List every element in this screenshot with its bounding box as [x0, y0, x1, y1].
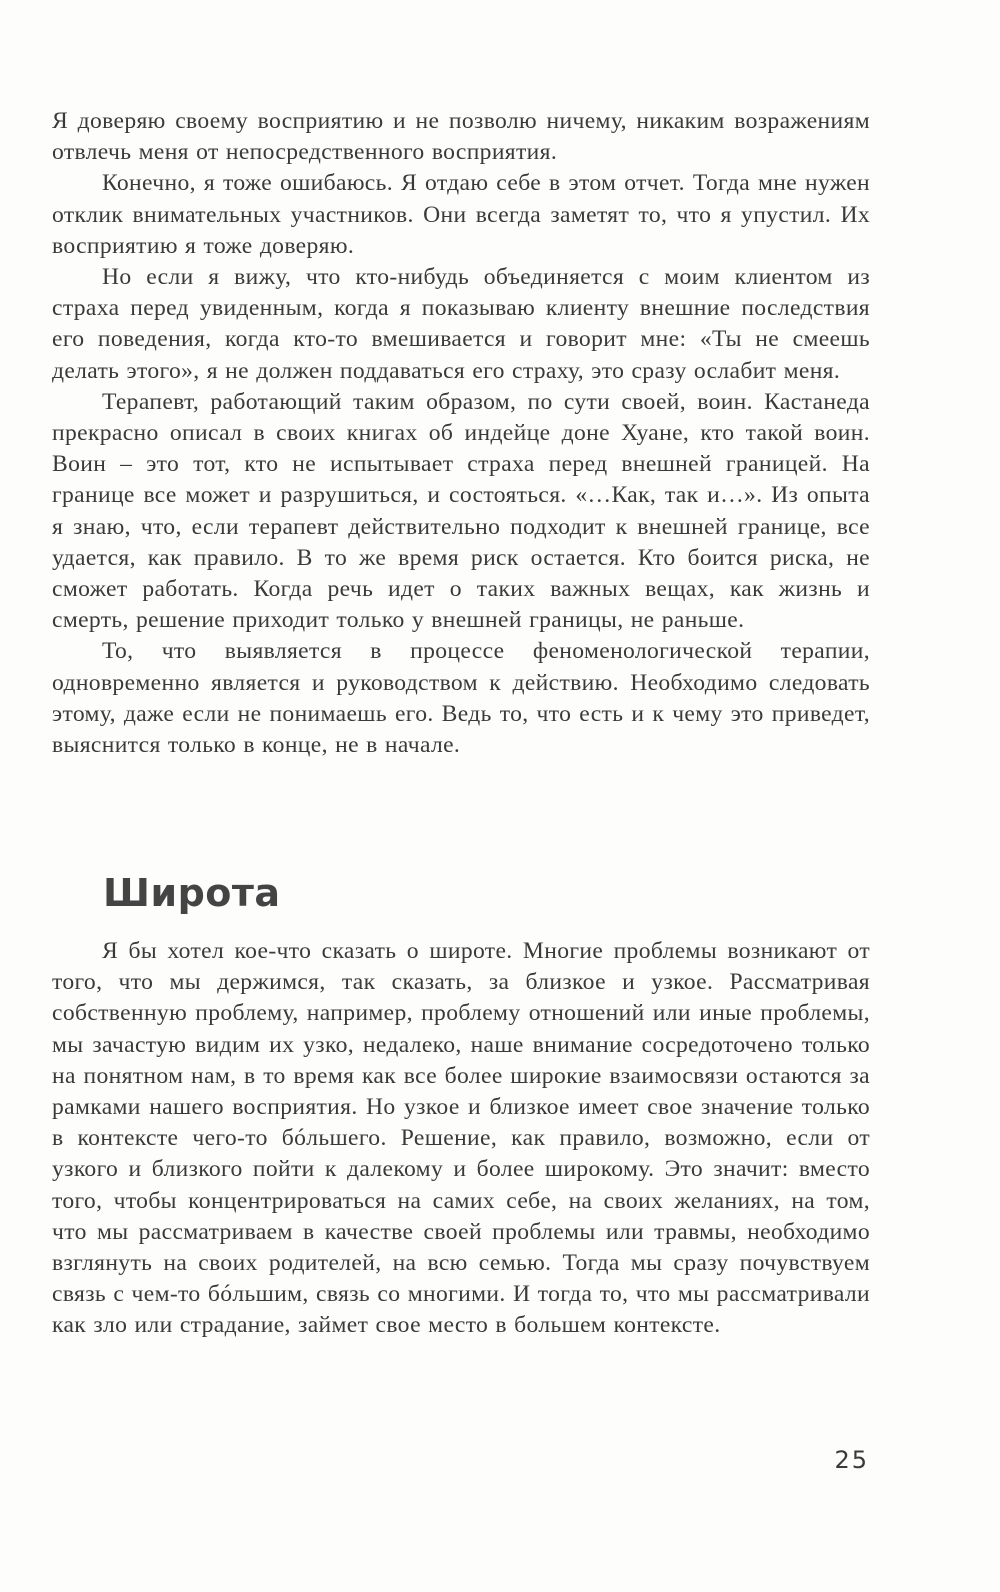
page-number: 25: [834, 1446, 869, 1474]
paragraph: Я бы хотел кое-что сказать о широте. Многие проблемы возникают от того, что мы держимся, так сказать, за близкое и узкое. Рассматривая собственную проблему, например, проблему отношений или иные проблемы, мы зачастую видим их узко, недалеко, наше внимание сосредоточено только на понятном нам, в то время как все более широкие взаимосвязи остаются за рамками нашего восприятия. Но узкое и близкое имеет свое значение только в контексте чего-то бóльшего. Решение, как правило, возможно, если от узкого и близкого пойти к далекому и более широкому. Это значит: вместо того, чтобы концентрироваться на самих себе, на своих желаниях, на том, что мы рассматриваем в качестве своей проблемы или травмы, необходимо взглянуть на своих родителей, на всю семью. Тогда мы сразу почувствуем связь с чем-то бóльшим, связь со многими. И тогда то, что мы рассматривали как зло или страдание, займет свое место в большем контексте.: [52, 938, 870, 1339]
paragraph: Но если я вижу, что кто-нибудь объединяется с моим клиентом из страха перед увиденным, когда я показываю клиенту внешние последствия его поведения, когда кто-то вмешивается и говорит мне: «Ты не смеешь делать этого», я не должен поддаваться его страху, это сразу ослабит меня.: [52, 264, 870, 384]
paragraph: Конечно, я тоже ошибаюсь. Я отдаю себе в этом отчет. Тогда мне нужен отклик внимательных участников. Они всегда заметят то, что я упустил. Их восприятию я тоже доверяю.: [52, 170, 870, 259]
continued-section-text: [52, 106, 870, 761]
section-text: [52, 936, 870, 1342]
paragraph: Я доверяю своему восприятию и не позволю ничему, никаким возражениям отвлечь меня от непосредственного восприятия.: [52, 108, 870, 166]
paragraph: То, что выявляется в процессе феноменологической терапии, одновременно является и руководством к действию. Необходимо следовать этому, даже если не понимаешь его. Ведь то, что есть и к чему это приведет, выяснится только в конце, не в начале.: [52, 638, 870, 759]
section-heading: Широта: [103, 871, 281, 915]
paragraph: Терапевт, работающий таким образом, по сути своей, воин. Кастанеда прекрасно описал в своих книгах об индейце доне Хуане, кто такой воин. Воин – это тот, кто не испытывает страха перед внешней границей. На границе все может и разрушиться, и состояться. «…Как, так и…». Из опыта я знаю, что, если терапевт действительно подходит к внешней границе, все удается, как правило. В то же время риск остается. Кто боится риска, не сможет работать. Когда речь идет о таких важных вещах, как жизнь и смерть, решение приходит только у внешней границы, не раньше.: [52, 388, 870, 634]
